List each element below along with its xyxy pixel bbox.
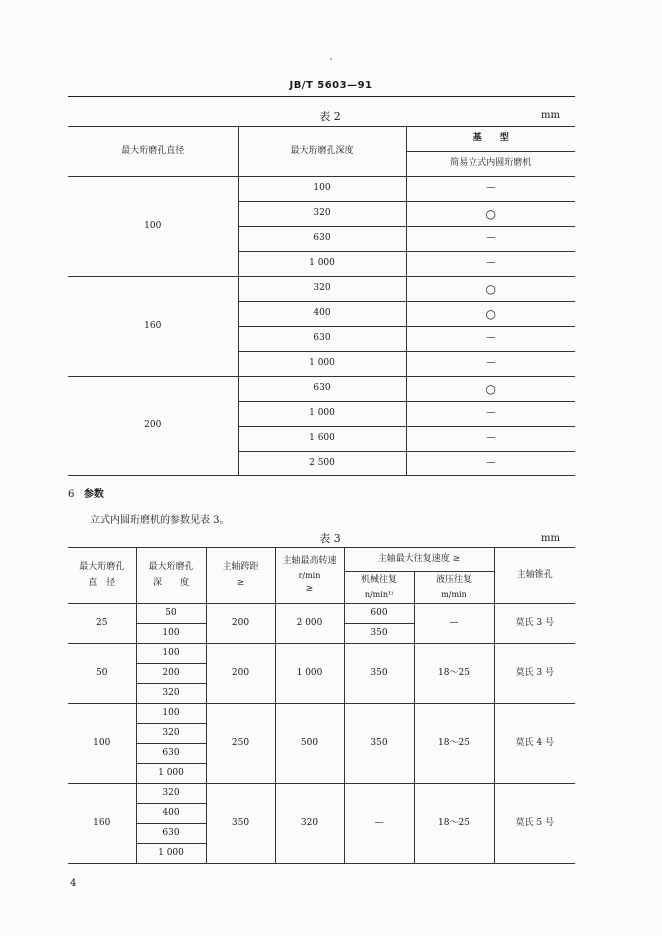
table3-header-hyd-l1: 液压往复 <box>435 574 472 585</box>
table3-mech-cell: 600 <box>344 604 414 624</box>
table2-depth-cell: 400 <box>238 302 406 327</box>
table2-diameter-cell: 100 <box>68 177 238 277</box>
table3-depth-cell: 100 <box>136 704 206 724</box>
table2-header-basic-type: 基 型 <box>406 127 575 152</box>
table3-caption: 表 3 <box>319 532 341 545</box>
table3-taper-cell: 莫氏 4 号 <box>494 704 575 784</box>
table3-header-spacing-l1: 主轴跨距 <box>222 561 259 572</box>
table3-taper-cell: 莫氏 5 号 <box>494 784 575 864</box>
table3-mech-cell: — <box>344 784 414 864</box>
table3-speed-cell: 320 <box>275 784 344 864</box>
table3-header-mech-l1: 机械往复 <box>360 574 397 585</box>
table3-depth-cell: 100 <box>136 644 206 664</box>
table3-header-recip: 主轴最大往复速度 ≥ <box>344 548 494 572</box>
table3-depth-cell: 320 <box>136 784 206 804</box>
table2-mark-cell: ○ <box>406 377 575 402</box>
table3-diameter-cell: 160 <box>68 784 136 864</box>
table2-header-diameter: 最大珩磨孔直径 <box>68 127 238 177</box>
table3-unit: mm <box>541 533 560 544</box>
table3-hyd-cell: — <box>414 604 494 644</box>
table3-spacing-cell: 250 <box>206 704 275 784</box>
table3-depth-cell: 100 <box>136 624 206 644</box>
table3-header-diameter-l1: 最大珩磨孔 <box>79 561 125 572</box>
table3-mech-cell: 350 <box>344 624 414 644</box>
table2-mark-cell: ○ <box>406 277 575 302</box>
table2-depth-cell: 2 500 <box>238 452 406 476</box>
table3-speed-cell: 500 <box>275 704 344 784</box>
table2-mark-cell: — <box>406 352 575 377</box>
table3-depth-cell: 50 <box>136 604 206 624</box>
table3-taper-cell: 莫氏 3 号 <box>494 604 575 644</box>
table2-mark-cell: — <box>406 402 575 427</box>
table2 <box>68 126 575 476</box>
table2-depth-cell: 100 <box>238 177 406 202</box>
table3-header-speed <box>275 548 344 604</box>
table2-mark-cell: — <box>406 252 575 277</box>
table3-header-diameter <box>68 548 136 604</box>
table2-depth-cell: 1 000 <box>238 402 406 427</box>
table3-header-mech <box>344 572 414 604</box>
table3-diameter-cell: 25 <box>68 604 136 644</box>
table3-mech-cell: 350 <box>344 704 414 784</box>
table2-diameter-cell: 160 <box>68 277 238 377</box>
section-number: 6 <box>68 489 75 500</box>
table3-header-depth <box>136 548 206 604</box>
section-heading <box>68 485 104 500</box>
table2-depth-cell: 1 000 <box>238 352 406 377</box>
standard-code-header: JB/T 5603—91 <box>289 80 373 91</box>
section-paragraph: 立式内圆珩磨机的参数见表 3。 <box>90 515 230 526</box>
table3-speed-cell: 2 000 <box>275 604 344 644</box>
table2-mark-cell: — <box>406 452 575 476</box>
table3-header-speed-l1: 主轴最高转速 <box>282 556 337 567</box>
table2-mark-cell: ○ <box>406 202 575 227</box>
table2-depth-cell: 320 <box>238 277 406 302</box>
table2-depth-cell: 630 <box>238 377 406 402</box>
table3-hyd-cell: 18～25 <box>414 644 494 704</box>
table3-mech-cell: 350 <box>344 644 414 704</box>
table3-header-hyd-l2: m/min <box>441 590 467 600</box>
table2-depth-cell: 320 <box>238 202 406 227</box>
table3-header-depth-l1: 最大珩磨孔 <box>148 561 194 572</box>
table3-spacing-cell: 200 <box>206 604 275 644</box>
table3-depth-cell: 1 000 <box>136 844 206 864</box>
table3-header-spacing <box>206 548 275 604</box>
table3-depth-cell: 320 <box>136 724 206 744</box>
table3-hyd-cell: 18～25 <box>414 704 494 784</box>
table3-depth-cell: 400 <box>136 804 206 824</box>
table3-depth-cell: 200 <box>136 664 206 684</box>
table3-spacing-cell: 200 <box>206 644 275 704</box>
table3-taper-cell: 莫氏 3 号 <box>494 644 575 704</box>
page-number: 4 <box>70 878 77 889</box>
table3-header-hyd <box>414 572 494 604</box>
table3-speed-cell: 1 000 <box>275 644 344 704</box>
table3-depth-cell: 630 <box>136 744 206 764</box>
table3-hyd-cell: 18～25 <box>414 784 494 864</box>
table2-depth-cell: 630 <box>238 227 406 252</box>
table3-depth-cell: 320 <box>136 684 206 704</box>
table3-header-spacing-l2: ≥ <box>236 578 245 588</box>
table3-header-depth-l2: 深 度 <box>152 578 189 588</box>
table3-depth-cell: 1 000 <box>136 764 206 784</box>
table3-header-speed-l2: r/min <box>298 570 321 580</box>
table2-mark-cell: — <box>406 427 575 452</box>
table2-mark-cell: — <box>406 177 575 202</box>
table2-header-machine: 简易立式内圆珩磨机 <box>406 152 575 177</box>
table3-header-taper: 主轴锥孔 <box>494 548 575 604</box>
table2-unit: mm <box>541 110 560 121</box>
table2-depth-cell: 630 <box>238 327 406 352</box>
table2-caption: 表 2 <box>319 110 341 123</box>
table2-mark-cell: ○ <box>406 302 575 327</box>
table2-header-depth: 最大珩磨孔深度 <box>238 127 406 177</box>
speck <box>330 58 332 60</box>
table2-diameter-cell: 200 <box>68 377 238 476</box>
section-title: 参数 <box>83 489 104 500</box>
table3-spacing-cell: 350 <box>206 784 275 864</box>
table2-depth-cell: 1 000 <box>238 252 406 277</box>
table3-header-mech-l2: n/min¹⁾ <box>364 590 394 600</box>
table2-depth-cell: 1 600 <box>238 427 406 452</box>
table2-mark-cell: — <box>406 327 575 352</box>
table3 <box>68 547 575 864</box>
table3-depth-cell: 630 <box>136 824 206 844</box>
table2-mark-cell: — <box>406 227 575 252</box>
table3-header-speed-l3: ≥ <box>305 583 314 594</box>
table3-header-diameter-l2: 直 径 <box>88 578 116 588</box>
table3-diameter-cell: 100 <box>68 704 136 784</box>
table3-diameter-cell: 50 <box>68 644 136 704</box>
header-rule <box>68 96 575 97</box>
